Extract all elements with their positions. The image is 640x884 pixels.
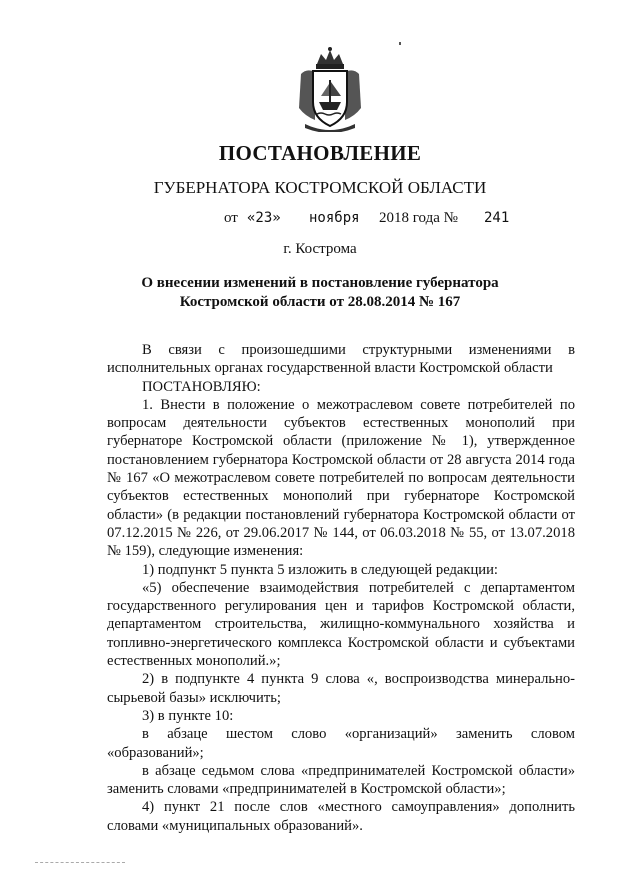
- document-number: 241: [484, 210, 510, 226]
- date-line: [0, 210, 640, 232]
- paragraph-subitem-3: 3) в пункте 10:: [142, 707, 234, 724]
- scan-speck: [399, 42, 401, 45]
- document-heading: [100, 274, 540, 312]
- coat-of-arms-emblem: [295, 46, 365, 132]
- date-year: 2018 года №: [379, 210, 458, 226]
- date-day: «23»: [247, 210, 281, 226]
- paragraph-item-1: 1. Внести в положение о межотраслевом совете потребителей по вопросам деятельности субъектов естественных монополий при губернаторе Костромской области (приложение № 1), утвержденное постановлением губернатора Костромской области от 28 августа 2014 года № 167 «О межотраслевом совете потребителей по вопросам деятельности субъектов естественных монополий при губернаторе Костромской области» (в редакции постановлений губернатора Костромской области от 07.12.2015 № 226, от 29.06.2017 № 144, от 06.03.2018 № 55, от 13.07.2018 № 159), следующие изменения:: [107, 396, 575, 560]
- date-prefix: от: [224, 210, 238, 226]
- document-city: г. Кострома: [283, 241, 357, 257]
- document-body: [107, 341, 575, 835]
- footer-rule: [35, 862, 125, 863]
- paragraph-subitem-3a: в абзаце шестом слово «организаций» заменить словом «образований»;: [107, 726, 575, 761]
- document-title: ПОСТАНОВЛЕНИЕ: [218, 141, 422, 165]
- paragraph-preamble: В связи с произошедшими структурными изменениями в исполнительных органах государственной власти Костромской области: [107, 342, 575, 377]
- heading-line-1: О внесении изменений в постановление губернатора: [141, 275, 499, 291]
- paragraph-subitem-3b: в абзаце седьмом слова «предпринимателей Костромской области» заменить словами «предпринимателей в Костромской области»;: [107, 762, 575, 798]
- heading-line-2: Костромской области от 28.08.2014 № 167: [179, 294, 461, 310]
- paragraph-subitem-2: 2) в подпункте 4 пункта 9 слова «, воспроизводства минерально-сырьевой базы» исключить;: [107, 671, 575, 706]
- paragraph-quote-5: «5) обеспечение взаимодействия потребителей с департаментом государственного регулирования цен и тарифов Костромской области, департаментом строительства, жилищно-коммунального хозяйства и топливно-энергетического комплекса Костромской области и субъектами естественных монополий.»;: [107, 579, 575, 670]
- paragraph-subitem-1: 1) подпункт 5 пункта 5 изложить в следующей редакции:: [142, 561, 498, 578]
- paragraph-subitem-4: 4) пункт 21 после слов «местного самоуправления» дополнить словами «муниципальных образований».: [107, 799, 575, 834]
- paragraph-resolve: ПОСТАНОВЛЯЮ:: [142, 378, 261, 395]
- date-month: ноября: [309, 210, 360, 226]
- document-issuer: ГУБЕРНАТОРА КОСТРОМСКОЙ ОБЛАСТИ: [153, 178, 487, 197]
